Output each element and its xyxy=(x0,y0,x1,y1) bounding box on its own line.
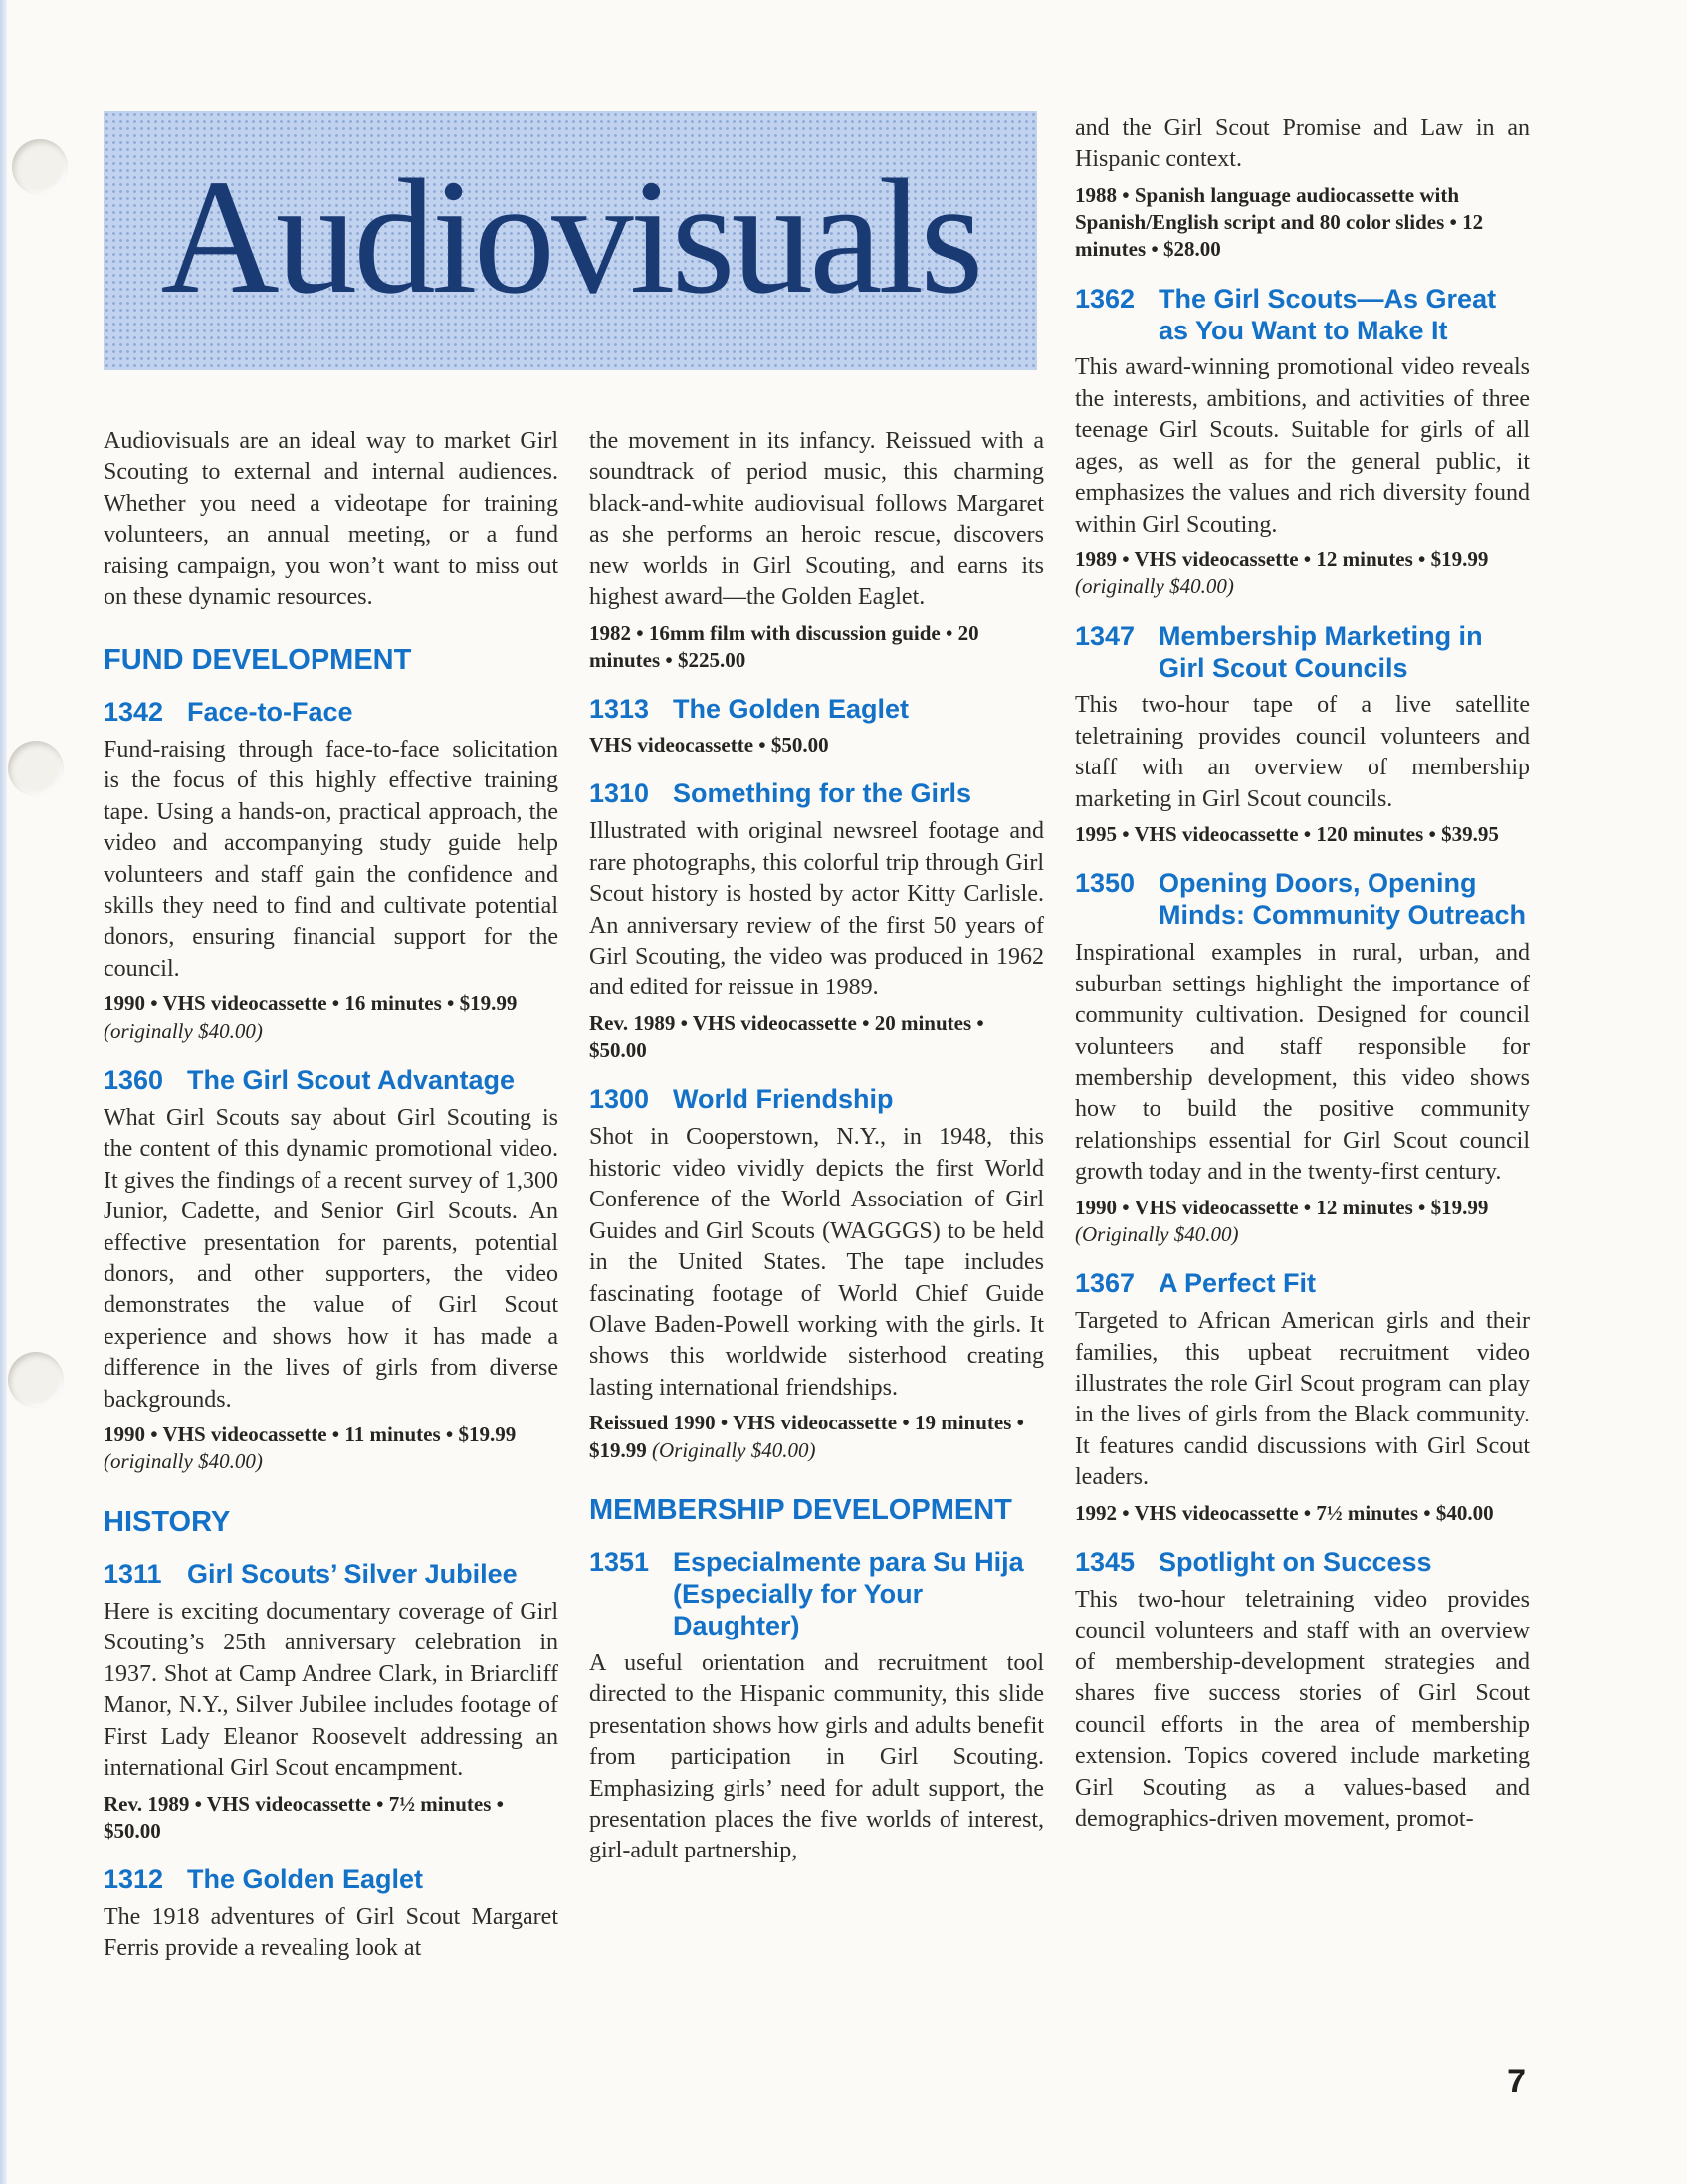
item-title xyxy=(1075,621,1530,685)
item-name: Especialmente para Su Hija (Especially for Your Daughter) xyxy=(673,1547,1024,1640)
item-number: 1342 xyxy=(104,696,164,727)
item-title xyxy=(589,694,1044,726)
item-details xyxy=(589,732,1044,759)
item-name: Spotlight on Success xyxy=(1159,1547,1432,1578)
item-title xyxy=(104,1065,558,1097)
catalog-item-1310 xyxy=(589,778,1044,1064)
catalog-item-1347 xyxy=(1075,621,1530,849)
item-details xyxy=(1075,546,1530,601)
item-description: Here is exciting documentary coverage of Girl Scouting’s 25th anniversary celebration in 1937. Shot at Camp Andree Clark, in Briarcliff Manor, N.Y., Silver Jubilee includes footage of First Lady Eleanor Roosevelt addressing an international Girl Scout encampment. xyxy=(104,1598,558,1782)
item-number: 1311 xyxy=(104,1559,162,1590)
item-title xyxy=(104,697,558,729)
item-name: The Girl Scouts—As Great as You Want to Make It xyxy=(1159,283,1497,345)
item-details-original-price: (originally $40.00) xyxy=(104,1449,263,1474)
item-details-main: 1982 • 16mm film with discussion guide • 20 minutes • $225.00 xyxy=(589,620,979,672)
item-1351-continuation: and the Girl Scout Promise and Law in an Hispanic context. xyxy=(1075,115,1530,173)
banner-title: Audiovisuals xyxy=(160,144,980,328)
item-details-main: 1992 • VHS videocassette • 7½ minutes • $40.00 xyxy=(1075,1500,1494,1525)
section-heading-fund-development: FUND DEVELOPMENT xyxy=(104,643,412,676)
section-heading-membership-development: MEMBERSHIP DEVELOPMENT xyxy=(589,1493,1012,1526)
item-details-main: 1990 • VHS videocassette • 16 minutes • $19.99 xyxy=(104,991,518,1016)
item-number: 1351 xyxy=(589,1547,650,1578)
item-details-main: Reissued 1990 • VHS videocassette • 19 minutes • $19.99 xyxy=(589,1411,1025,1462)
catalog-item-1300 xyxy=(589,1084,1044,1463)
item-details-main: 1989 • VHS videocassette • 12 minutes • $19.99 xyxy=(1075,547,1489,572)
item-details-main: Rev. 1989 • VHS videocassette • 7½ minutes • $50.00 xyxy=(104,1791,504,1843)
item-details-original-price: (originally $40.00) xyxy=(1075,574,1234,599)
item-1312-details xyxy=(589,620,1044,675)
item-number: 1312 xyxy=(104,1864,164,1895)
item-number: 1345 xyxy=(1075,1547,1136,1578)
item-description: Inspirational examples in rural, urban, and suburban settings highlight the importance of community cultivation. Designed for council volunteers and staff responsible for membership development, this video shows how to build the positive community relationships essential for Girl Scout council growth today and in the twenty-first century. xyxy=(1075,940,1530,1186)
item-details-main: 1988 • Spanish language audiocassette with Spanish/English script and 80 color slides • 12 minutes • $28.00 xyxy=(1075,182,1484,262)
item-details-original-price: (originally $40.00) xyxy=(104,1018,263,1043)
item-name: Membership Marketing in Girl Scout Councils xyxy=(1159,620,1483,683)
item-details xyxy=(589,1010,1044,1065)
item-details xyxy=(1075,821,1530,848)
item-description: A useful orientation and recruitment tool directed to the Hispanic community, this slide presentation shows how girls and adults benefit from participation in Girl Scouting. Emphasizing girls’ need for adult support, the presentation places the five worlds of interest, girl-adult partnership, xyxy=(589,1649,1044,1864)
item-description: Targeted to African American girls and their families, this upbeat recruitment video illustrates the role Girl Scout program can play in the lives of girls from the Black community. It features candid discussions with Girl Scout leaders. xyxy=(1075,1308,1530,1491)
item-name: The Golden Eaglet xyxy=(673,694,910,725)
item-title xyxy=(1075,1268,1530,1300)
item-name: The Girl Scout Advantage xyxy=(187,1064,516,1095)
column-middle xyxy=(589,426,1044,1867)
item-details xyxy=(1075,1500,1530,1527)
item-title xyxy=(104,1864,558,1896)
item-number: 1347 xyxy=(1075,620,1136,651)
item-name: Face-to-Face xyxy=(187,696,353,727)
item-details-main: Rev. 1989 • VHS videocassette • 20 minutes • $50.00 xyxy=(589,1010,984,1063)
catalog-item-1350 xyxy=(1075,868,1530,1248)
item-1312-continuation: the movement in its infancy. Reissued with a soundtrack of period music, this charming black-and-white audiovisual follows Margaret as she performs an heroic rescue, discovers new worlds in Girl Scouting, and earns its highest award—the Golden Eaglet. xyxy=(589,428,1044,611)
item-name: The Golden Eaglet xyxy=(187,1864,424,1895)
item-title xyxy=(589,1084,1044,1116)
item-description: Fund-raising through face-to-face solicitation is the focus of this highly effective training tape. Using a hands-on, practical approach, the video and accompanying study guide help volunteers and staff gain the confidence and skills they need to find and cultivate potential donors, ensuring financial support for the council. xyxy=(104,736,558,982)
item-number: 1367 xyxy=(1075,1268,1136,1299)
item-name: Something for the Girls xyxy=(673,778,972,809)
catalog-item-1367 xyxy=(1075,1268,1530,1527)
item-title xyxy=(1075,1547,1530,1579)
item-description: This award-winning promotional video reveals the interests, ambitions, and activities of three teenage Girl Scouts. Suitable for girls of all ages, as well as for the general public, it emphasizes the values and rich diversity found within Girl Scouting. xyxy=(1075,354,1530,538)
page-number: 7 xyxy=(1507,2063,1526,2100)
item-details-main: 1990 • VHS videocassette • 12 minutes • $19.99 xyxy=(1075,1195,1489,1219)
binder-hole-middle xyxy=(8,741,64,796)
item-details xyxy=(104,990,558,1045)
item-details xyxy=(589,1410,1044,1464)
catalog-item-1351 xyxy=(589,1547,1044,1867)
item-number: 1310 xyxy=(589,778,650,809)
item-description: The 1918 adventures of Girl Scout Margaret Ferris provide a revealing look at xyxy=(104,1904,558,1962)
binder-hole-bottom xyxy=(8,1352,64,1408)
item-number: 1360 xyxy=(104,1064,164,1095)
item-details-main: 1990 • VHS videocassette • 11 minutes • $19.99 xyxy=(104,1422,517,1447)
item-number: 1350 xyxy=(1075,868,1136,899)
item-description: This two-hour teletraining video provides council volunteers and staff with an overview of membership-development strategies and shares five success stories of Girl Scout council efforts in the area of membership extension. Topics covered include marketing Girl Scouting as a values-based and demographics-driven movement, promot- xyxy=(1075,1586,1530,1832)
item-details-main: 1995 • VHS videocassette • 120 minutes • $39.95 xyxy=(1075,822,1499,847)
item-title xyxy=(104,1559,558,1591)
catalog-item-1360 xyxy=(104,1065,558,1476)
item-details-original-price: (Originally $40.00) xyxy=(1075,1221,1239,1246)
item-details xyxy=(1075,1195,1530,1249)
item-name: Opening Doors, Opening Minds: Community Outreach xyxy=(1159,868,1527,931)
item-details xyxy=(104,1791,558,1846)
section-heading-history: HISTORY xyxy=(104,1505,231,1538)
item-title xyxy=(589,1547,1044,1642)
item-description: This two-hour tape of a live satellite teletraining provides council volunteers and staff with an overview of membership marketing in Girl Scout councils. xyxy=(1075,692,1530,812)
column-left xyxy=(104,426,558,1965)
catalog-item-1313 xyxy=(589,694,1044,759)
item-number: 1362 xyxy=(1075,283,1136,314)
catalog-item-1342 xyxy=(104,697,558,1045)
item-details xyxy=(104,1421,558,1476)
page-edge xyxy=(0,0,7,2184)
catalog-item-1345 xyxy=(1075,1547,1530,1835)
item-number: 1300 xyxy=(589,1084,650,1115)
item-name: A Perfect Fit xyxy=(1159,1268,1317,1299)
catalog-item-1362 xyxy=(1075,284,1530,601)
item-description: Illustrated with original newsreel footage and rare photographs, this colorful trip through Girl Scout history is hosted by actor Kitty Carlisle. An anniversary review of the first 50 years of Girl Scouting, the video was produced in 1962 and edited for reissue in 1989. xyxy=(589,818,1044,1001)
item-description: What Girl Scouts say about Girl Scouting is the content of this dynamic promotional video. It gives the findings of a recent survey of 1,300 Junior, Cadette, and Senior Girl Scouts. An effective presentation for parents, potential donors, and other supporters, the video demonstrates the value of Girl Scout experience and shows how it has made a difference in the lives of girls from diverse backgrounds. xyxy=(104,1104,558,1413)
item-name: World Friendship xyxy=(673,1084,894,1115)
item-title xyxy=(1075,284,1530,347)
item-name: Girl Scouts’ Silver Jubilee xyxy=(187,1559,518,1590)
item-1351-details xyxy=(1075,182,1530,264)
column-right xyxy=(1075,113,1530,1835)
audiovisuals-banner xyxy=(104,111,1037,370)
intro-paragraph: Audiovisuals are an ideal way to market Girl Scouting to external and internal audiences. Whether you need a videotape for training volunteers, an annual meeting, or a fund raising campaign, you won’t want to miss out on these dynamic resources. xyxy=(104,428,558,611)
item-description: Shot in Cooperstown, N.Y., in 1948, this historic video vividly depicts the first World Conference of the World Association of Girl Guides and Girl Scouts (WAGGGS) to be held in the United States. The tape includes fascinating footage of World Chief Guide Olave Baden-Powell working with the girls. It shows this worldwide sisterhood creating lasting international friendships. xyxy=(589,1124,1044,1401)
item-title xyxy=(589,778,1044,810)
binder-hole-top xyxy=(12,139,68,195)
item-number: 1313 xyxy=(589,694,650,725)
catalog-item-1311 xyxy=(104,1559,558,1845)
item-details-main: VHS videocassette • $50.00 xyxy=(589,733,829,758)
item-details-original-price: (Originally $40.00) xyxy=(652,1437,816,1462)
catalog-item-1312 xyxy=(104,1864,558,1965)
item-title xyxy=(1075,868,1530,932)
